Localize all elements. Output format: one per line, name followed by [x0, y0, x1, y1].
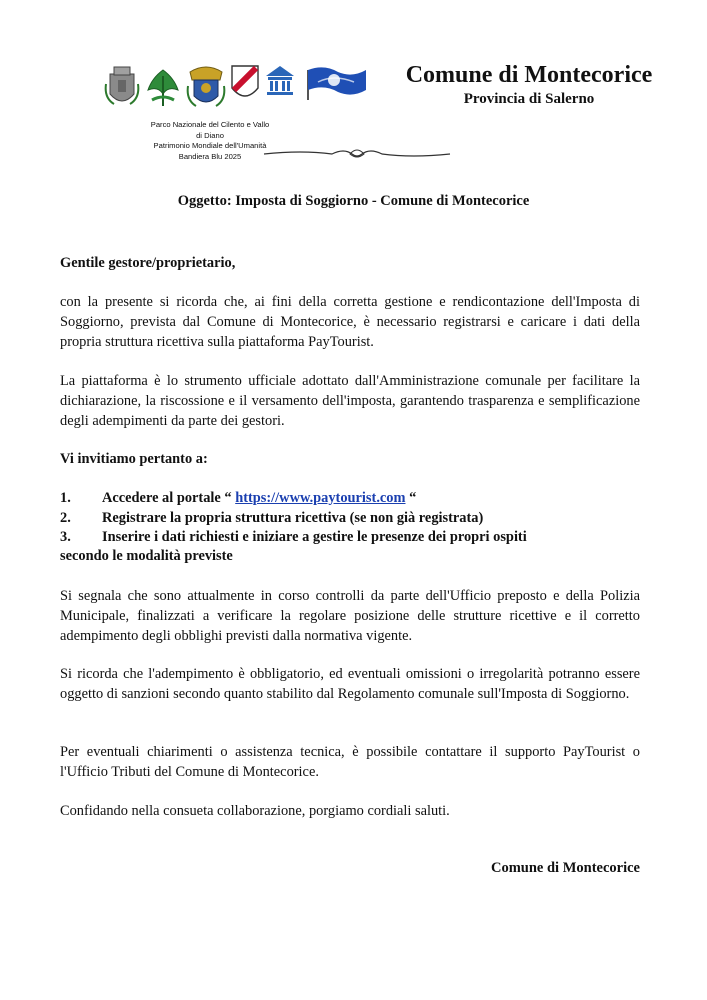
- municipality-header: [389, 60, 669, 108]
- list-item-3-continued: secondo le modalità previste: [60, 548, 233, 564]
- invite-heading: Vi invitiamo pertanto a:: [60, 451, 208, 467]
- motto-line-heritage: Patrimonio Mondiale dell'Umanità: [153, 141, 267, 150]
- paragraph-obligation: Si ricorda che l'adempimento è obbligatorio, ed eventuali omissioni o irregolarità potranno essere oggetto di sanzioni secondo quanto stabilito dal Regolamento comunale sull'Imposta di Soggiorno.: [60, 666, 640, 702]
- signature: Comune di Montecorice: [491, 860, 640, 876]
- list-item-1: 1. Accedere al portale “ https://www.paytourist.com “: [60, 490, 417, 506]
- list-number: 2.: [60, 510, 71, 526]
- greeting: Gentile gestore/proprietario,: [60, 255, 236, 271]
- motto-block: [150, 120, 270, 162]
- paragraph-closing: Confidando nella consueta collaborazione, porgiamo cordiali saluti.: [60, 803, 450, 819]
- paragraph-registration: con la presente si ricorda che, ai fini della corretta gestione e rendicontazione dell'Imposta di Soggiorno, prevista dal Comune di Montecorice, è necessario registrarsi e caricare i dati della propria struttura ricettiva sulla piattaforma PayTourist.: [60, 294, 640, 350]
- list-number: 1.: [60, 490, 71, 506]
- motto-line-park: Parco Nazionale del Cilento e Vallo di Diano: [150, 120, 270, 140]
- list-number: 3.: [60, 529, 71, 545]
- motto-line-flag: Bandiera Blu 2025: [178, 151, 242, 161]
- province-crest-icon: [186, 64, 226, 110]
- blue-flag-icon: [304, 64, 370, 104]
- letter-subject: Oggetto: Imposta di Soggiorno - Comune di Montecorice: [177, 193, 530, 209]
- logo-row: [104, 64, 372, 110]
- municipal-crest-icon: [104, 64, 140, 110]
- campania-region-icon: [230, 64, 260, 104]
- list-item-2: 2. Registrare la propria struttura ricettiva (se non già registrata): [60, 510, 484, 526]
- ornamental-divider: [262, 146, 452, 162]
- list-item-3: 3. Inserire i dati richiesti e iniziare a gestire le presenze dei propri ospiti: [60, 529, 527, 545]
- park-emblem-icon: [144, 64, 182, 110]
- unesco-icon: [264, 64, 296, 98]
- paragraph-support: Per eventuali chiarimenti o assistenza tecnica, è possibile contattare il supporto PayTourist o l'Ufficio Tributi del Comune di Montecorice.: [60, 744, 640, 780]
- paytourist-link[interactable]: https://www.paytourist.com: [235, 490, 406, 506]
- municipality-title: Comune di Montecorice: [405, 62, 653, 88]
- paragraph-controls: Si segnala che sono attualmente in corso controlli da parte dell'Ufficio preposto e della Polizia Municipale, finalizzati a verificare la regolare posizione delle strutture ricettive e il corretto adempimento degli obblighi previsti dalla normativa vigente.: [60, 588, 640, 644]
- paragraph-platform: La piattaforma è lo strumento ufficiale adottato dall'Amministrazione comunale per facilitare la dichiarazione, la riscossione e il versamento dell'imposta, garantendo trasparenza e semplificazione degli adempimenti da parte dei gestori.: [60, 373, 640, 429]
- province-subtitle: Provincia di Salerno: [463, 91, 595, 107]
